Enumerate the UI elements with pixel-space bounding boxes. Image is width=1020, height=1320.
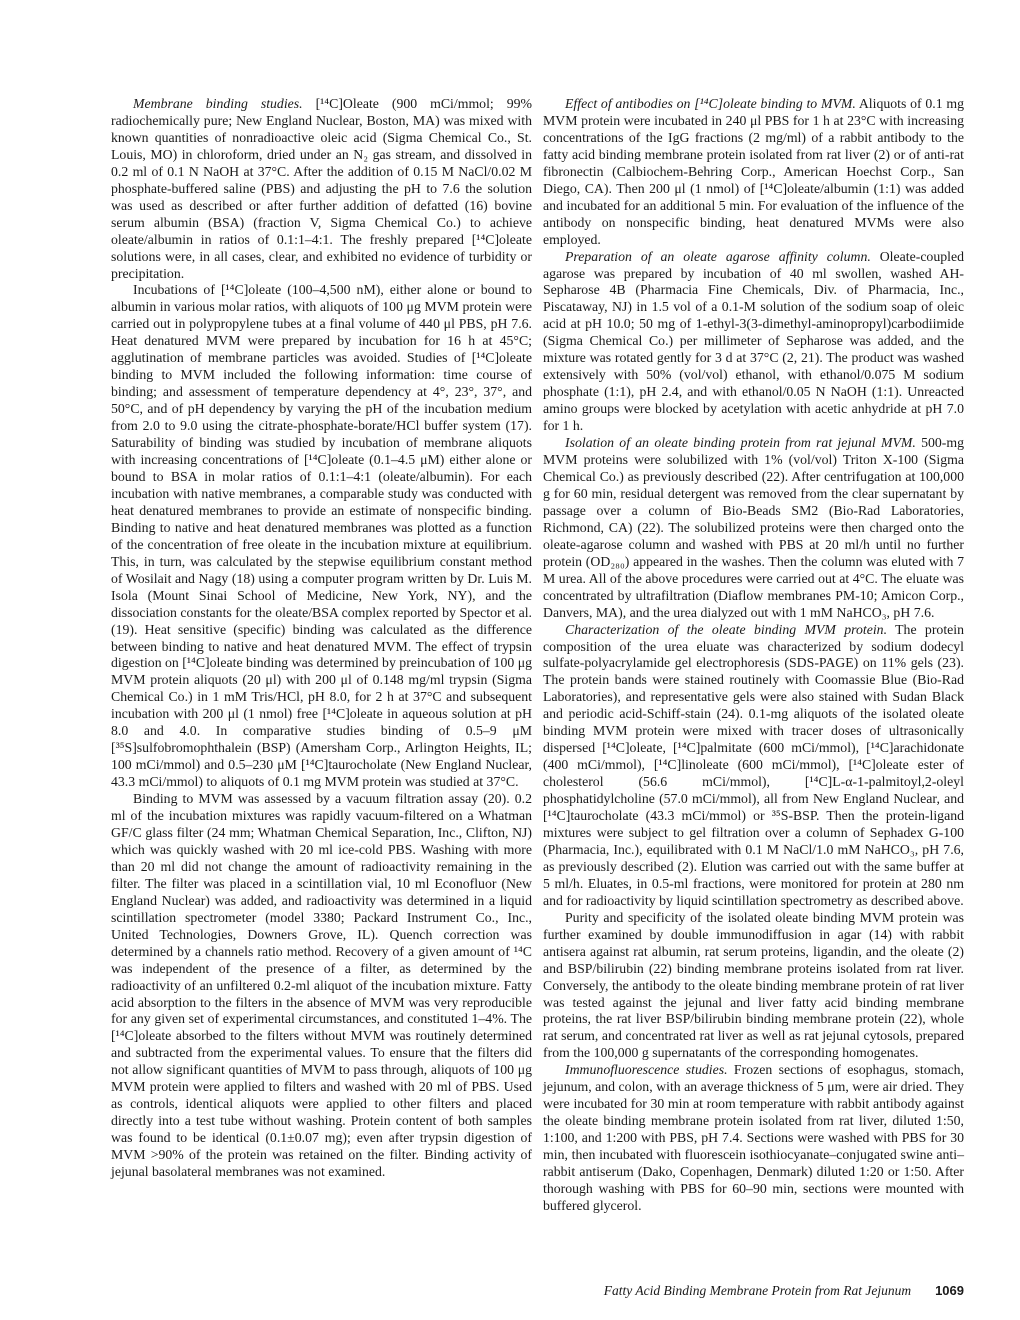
left-column xyxy=(111,96,532,1181)
paragraph-text: The protein composition of the urea eluate was characterized by sodium dodecyl sulfate-polyacrylamide gel electrophoresis (SDS-PAGE) on 11% gels (23). The protein bands were stained routinely with Coomassie Blue (Bio-Rad Laboratories), and representative gels were also stained with Sudan Black and periodic acid-Schiff-stain (24). 0.1-mg aliquots of the isolated oleate binding MVM protein were mixed with tracer doses of ultrasonically dispersed [¹⁴C]oleate, [¹⁴C]palmitate (600 mCi/mmol), [¹⁴C]arachidonate (400 mCi/mmol), [¹⁴C]linoleate (600 mCi/mmol), [¹⁴C]oleate ester of cholesterol (56.6 mCi/mmol), [¹⁴C]L-α-1-palmitoyl,2-oleyl phosphatidylcholine (57.0 mCi/mmol), all from New England Nuclear, and [¹⁴C]taurocholate (43.3 mCi/mmol) or ³⁵S-BSP. Then the protein-ligand mixtures were subject to gel filtration over a column of Sephadex G-100 (Pharmacia, Inc.), equilibrated with 0.1 M NaCl/1.0 mM NaHCO₃, pH 7.6, as previously described (2). Elution was carried out with the same buffer at 5 ml/h. Eluates, in 0.5-ml fractions, were monitored for protein at 280 nm and for radioactivity by liquid scintillation spectrometry as described above. xyxy=(543,621,965,908)
paragraph-text: Oleate-coupled agarose was prepared by incubation of 40 ml swollen, washed AH-Sepharose 4B (Pharmacia Fine Chemicals, Div. of Pharmacia, Inc., Piscataway, NJ) in 1.5 vol of a 0.1-M solution of the sodium soap of oleic acid at pH 10.0; 50 mg of 1-ethyl-3(3-dimethyl-aminopropyl)carbodiimide (Sigma Chemical Co.) per millimeter of Sepharose was added, and the mixture was rotated gently for 3 d at 37°C (2, 21). The product was washed extensively with 50% (vol/vol) ethanol, with ethanol/0.075 M sodium phosphate (1:1), pH 2.4, and with ethanol/0.05 N NaOH (1:1). Unreacted amino groups were blocked by acetylation with acetic anhydride at pH 7.0 for 1 h. xyxy=(543,248,964,434)
paragraph-filtration-assay xyxy=(111,791,532,1181)
running-title: Fatty Acid Binding Membrane Protein from Rat Jejunum xyxy=(603,1283,912,1298)
right-column xyxy=(543,96,964,1215)
paragraph-membrane-binding xyxy=(111,96,532,282)
page-footer xyxy=(543,1283,964,1299)
section-heading: Isolation of an oleate binding protein from rat jejunal MVM. xyxy=(565,435,916,451)
section-heading: Immunofluorescence studies. xyxy=(565,1062,728,1078)
section-heading: Characterization of the oleate binding MVM protein. xyxy=(565,621,888,637)
paragraph-text: Frozen sections of esophagus, stomach, jejunum, and colon, with an average thickness of 5 μm, were air dried. They were incubated for 30 min at room temperature with rabbit antibody against the oleate binding membrane protein isolated from rat liver, diluted 1:50, 1:100, and 1:200 with PBS, pH 7.4. Sections were washed with PBS for 30 min, then incubated with fluorescein isothiocyanate–conjugated swine anti–rabbit antiserum (Dako, Copenhagen, Denmark) diluted 1:20 or 1:50. After thorough washing with PBS for 60–90 min, sections were mounted with buffered glycerol. xyxy=(543,1062,964,1213)
paragraph-text: 500-mg MVM proteins were solubilized with 1% (vol/vol) Triton X-100 (Sigma Chemical Co.) as previously described (22). After centrifugation at 100,000 g for 60 min, residual detergent was removed from the clear supernatant by passage over a column of Bio-Beads SM2 (Bio-Rad Laboratories, Richmond, CA) (22). The solubilized proteins were then charged onto the oleate-agarose column and washed with PBS at 20 ml/h until no further protein (OD₂₈₀) appeared in the washes. Then the column was eluted with 7 M urea. All of the above procedures were carried out at 4°C. The eluate was concentrated by ultrafiltration (Diaflow membranes PM-10; Amicon Corp., Danvers, MA), and the urea dialyzed out with 1 mM NaHCO₃, pH 7.6. xyxy=(543,435,964,620)
section-heading: Membrane binding studies. xyxy=(133,96,303,111)
paragraph-isolation xyxy=(543,435,964,621)
paragraph-characterization xyxy=(543,622,964,910)
paragraph-text: Aliquots of 0.1 mg MVM protein were incubated in 240 μl PBS for 1 h at 23°C with increasing concentrations of the IgG fractions (2 mg/ml) of a rabbit antibody to the fatty acid binding membrane protein isolated from rat liver (2) or of anti-rat fibronectin (Calbiochem-Behring Corp., American Hoechst Corp., San Diego, CA). Then 200 μl (1 nmol) of [¹⁴C]oleate/albumin (1:1) was added and incubated for an additional 5 min. For evaluation of the influence of the antibody on nonspecific binding, heat denatured MVMs were also employed. xyxy=(543,96,964,247)
paragraph-text: Binding to MVM was assessed by a vacuum filtration assay (20). 0.2 ml of the incubation mixtures was rapidly vacuum-filtered on a Whatman GF/C glass filter (24 mm; Whatman Chemical Separation, Inc., Clifton, NJ) which was quickly washed with 20 ml ice-cold PBS. Washing with more than 20 ml did not change the amount of radioactivity remaining in the filter. The filter was placed in a scintillation vial, 10 ml Econofluor (New England Nuclear) was added, and radioactivity was determined in a liquid scintillation spectrometer (model 3380; Packard Instrument Co., Inc., United Technologies, Downers Grove, IL). Quench correction was determined by a channels ratio method. Recovery of a given amount of ¹⁴C was independent of the presence of a filter, as determined by the radioactivity of an unfiltered 0.2-ml aliquot of the incubation mixture. Fatty acid absorption to the filters in the absence of MVM was very reproducible for any given set of experimental circumstances, and constituted 1–4%. The [¹⁴C]oleate absorbed to the filters without MVM was routinely determined and subtracted from the experimental values. To ensure that the filters did not allow significant quantities of MVM to pass through, aliquots of 100 μg MVM protein were applied to filters and washed with 20 ml of PBS. Used as controls, identical aliquots were applied to other filters and placed directly into a test tube without washing. Protein content of both samples was found to be identical (0.1±0.07 mg); even after trypsin digestion of MVM >90% of the protein was retained on the filter. Binding activity of jejunal basolateral membranes was not examined. xyxy=(111,791,532,1180)
paragraph-immunofluorescence xyxy=(543,1062,964,1215)
paragraph-purity xyxy=(543,910,964,1063)
page-number: 1069 xyxy=(935,1283,964,1298)
paragraph-incubations xyxy=(111,282,532,791)
paragraph-antibodies xyxy=(543,96,964,249)
section-heading: Effect of antibodies on [¹⁴C]oleate binding to MVM. xyxy=(565,96,856,111)
paragraph-affinity-column xyxy=(543,249,964,435)
section-heading: Preparation of an oleate agarose affinity column. xyxy=(565,248,871,264)
paragraph-text: [¹⁴C]Oleate (900 mCi/mmol; 99% radiochemically pure; New England Nuclear, Boston, MA) was mixed with known quantities of nonradioactive oleic acid (Sigma Chemical Co., St. Louis, MO) in chloroform, dried under an N₂ gas stream, and dissolved in 0.2 ml of 0.1 N NaOH at 37°C. After the addition of 0.15 M NaCl/0.02 M phosphate-buffered saline (PBS) and adjusting the pH to 7.6 the solution was used as described or after further addition of defatted (16) bovine serum albumin (BSA) (fraction V, Sigma Chemical Co.) to achieve oleate/albumin in ratios of 0.1:1–4:1. The freshly prepared [¹⁴C]oleate solutions were, in all cases, clear, and exhibited no evidence of turbidity or precipitation. xyxy=(111,96,532,281)
paragraph-text: Purity and specificity of the isolated oleate binding MVM protein was further examined by double immunodiffusion in agar (14) with rabbit antisera against rat albumin, rat serum proteins, ligandin, and the oleate (2) and BSP/bilirubin (22) binding membrane proteins isolated from rat liver. Conversely, the antibody to the oleate binding membrane protein of rat liver was tested against the jejunal and liver fatty acid binding membrane proteins, the rat liver BSP/bilirubin binding membrane protein (22), whole rat serum, and concentrated rat liver as well as rat jejunal cytosols, prepared from the 100,000 g supernatants of the corresponding homogenates. xyxy=(543,909,964,1061)
paragraph-text: Incubations of [¹⁴C]oleate (100–4,500 nM), either alone or bound to albumin in various molar ratios, with aliquots of 100 μg MVM protein were carried out in polypropylene tubes at a final volume of 440 μl PBS, pH 7.6. Heat denatured MVM were prepared by incubation for 16 h at 45°C; agglutination of membrane particles was avoided. Studies of [¹⁴C]oleate binding to MVM included the following information: time course of binding; and assessment of temperature dependency at 4°, 23°, 37°, and 50°C, and of pH dependency by varying the pH of the incubation medium from 2.0 to 9.0 using the citrate-phosphate-borate/HCl buffer system (17). Saturability of binding was studied by incubation of membrane aliquots with increasing concentrations of [¹⁴C]oleate (0.1–4.5 μM) either alone or bound to BSA in molar ratios of 0.1:1–4:1 (oleate/albumin). For each incubation with native membranes, a comparable study was conducted with heat denatured membranes to provide an estimate of nonspecific binding. Binding to native and heat denatured membranes was plotted as a function of the concentration of free oleate in the incubation mixture at equilibrium. This, in turn, was calculated by the stepwise equilibrium constant method of Wosilait and Nagy (18) using a computer program written by Dr. Luis M. Isola (Mount Sinai School of Medicine, New York, NY), and the dissociation constants for the oleate/BSA complex reported by Spector et al. (19). Heat sensitive (specific) binding was calculated as the difference between binding to native and heat denatured MVM. The effect of trypsin digestion on [¹⁴C]oleate binding was determined by preincubation of 100 μg MVM protein aliquots (20 μl) with 200 μl of 0.148 mg/ml trypsin (Sigma Chemical Co.) in 1 mM Tris/HCl, pH 8.0, for 2 h at 37°C and subsequent incubation with 200 μl (1 nmol) free [¹⁴C]oleate in aqueous solution at pH 8.0 and 4.0. In comparative studies binding of 0.5–9 μM [³⁵S]sulfobromophthalein (BSP) (Amersham Corp., Arlington Heights, IL; 100 mCi/mmol) and 0.5–230 μM [¹⁴C]taurocholate (New England Nuclear, 43.3 mCi/mmol) to aliquots of 0.1 mg MVM protein was studied at 37°C. xyxy=(111,282,532,790)
